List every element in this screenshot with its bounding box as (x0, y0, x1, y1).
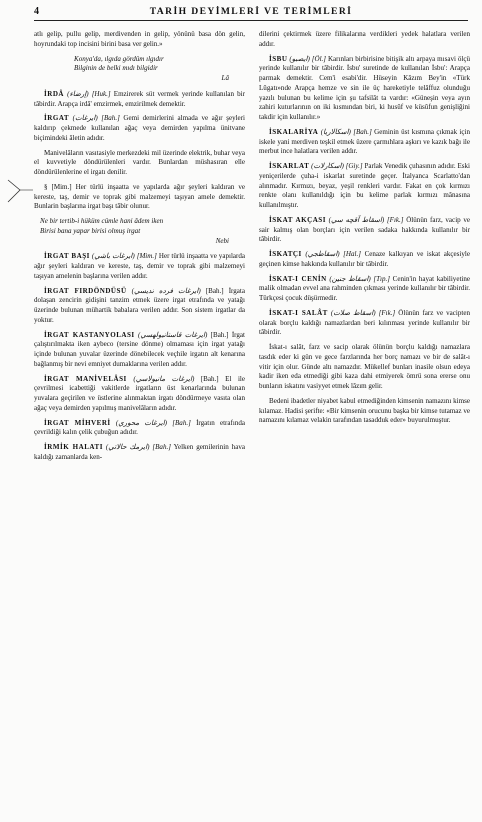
entry-text: [Bah.] İrgat çalıştırılmakta iken aybeco (tersine dönme) olmaması için irgat yatağı içinde bulunan yuvalar üzerinde dönebilecek veçhile irgatın alt kenarına bağlanmış bir nevi emniyet dumaklarına verilen addır. (34, 330, 245, 368)
entry-irgat-kastanyolasi (34, 331, 245, 370)
entry-text: Her türlü inşaatta ve yapılarda ağır şeyleri kaldıran ve kereste, taş, demir ve toprak gibi malzemeyi taşıyan amelenin başlarına verilen addır. (34, 252, 246, 280)
entry-text: Emzirerek süt vermek yerinde kullanılan bir tâbirdir. Arapça irdâ' emzirmek, emzirilmek demektir. (34, 89, 245, 108)
entry-irgat (34, 114, 245, 143)
entry-headword: İRGAT (44, 114, 70, 123)
entry-origin: (ايرغات) [Bah.] (72, 114, 120, 123)
verse-attribution: Lâ (221, 74, 229, 82)
entry-origin: (ايرغات قاستانيولهسي) (138, 330, 208, 339)
running-title: TARİH DEYİMLERİ VE TERİMLERİ (149, 6, 353, 17)
entry-text: Ölünün farz, vacip ve sair kalmış olan borçları için verilen sadaka hakkında kullanılır bir tâbirdir. (259, 215, 470, 244)
entry-irgat-manivelasi (34, 375, 245, 414)
entry-headword: İRGAT KASTANYOLASI (44, 330, 135, 339)
entry-text: İrgatın etrafında çevrildiği kalın çelik çubuğun adıdır. (34, 418, 245, 437)
entry-paragraph: § [Mim.] Her türlü inşaatta ve yapılarda ağır şeyleri kaldıran ve kereste, taş, demir ve toprak gibi malzemeyi taşıyan amele demektir. Bunlarin başlarına irgat başı tâbir olunur. (34, 182, 245, 211)
verse-line: Konya'da, ılgıda gördüm ılgıdır (74, 54, 164, 63)
entry-headword: İSBU (269, 54, 288, 63)
entry-text: Karınları birbirisine bitişik altı arpaya mısavi ölçü yerinde kullanılır bir tâbirdir. İsbu' suretinde de kullanılan İsbu': Arapça parmak demektir. Cem'i esabi'dir. Hüseyin Kâzım Bey'in «Türk Lûgatı»nde Arapça hemze ve sin ile üç hareketiyle telâffuz olunduğu yazılı bulunan bu kelime için şu tafsilât ta vardır: «Güneşin veya ayın zahiri kuturlarının on iki kısmından biri, ki husûf ve küsûfun genişliğini takdir için kullanılır.» (259, 54, 470, 121)
continued-paragraph: dilerini çektirmek üzere filikalarına verdikleri yedek halatlara verilen addır. (259, 30, 470, 48)
entry-origin: (اسكارلات) [Giy.] (311, 162, 363, 170)
entry-headword: İRGAT BAŞI (44, 252, 90, 261)
entry-text: Cenaze kalkıyan ve iskat akçesiyle geçinen kimse hakkında kullanılır bir tâbirdir. (259, 250, 470, 268)
entry-iskat-i-salat (259, 309, 470, 338)
entry-headword: İRDÂ (44, 89, 65, 98)
entry-irgat-basi (34, 252, 245, 281)
entry-paragraph: Bedeni ibadetler niyabet kabul etmediğinden kimsenin namazını kimse kılamaz. Hadisi şerifte: «Bir kimsenin orucunu başka bir kimse tutamaz ve namazını kılamaz velakin tarafından tasadduk eder» buyurulmuştur. (259, 396, 470, 425)
verse-block (34, 217, 245, 246)
entry-origin: (ايرغات فرده نديسي) (131, 286, 201, 295)
left-column (34, 30, 245, 468)
entry-origin: (ايرغات باشي) [Mim.] (91, 252, 157, 261)
page-number: 4 (34, 6, 39, 17)
entry-origin: (اسكالاريا) [Bah.] (320, 127, 372, 136)
verse-attribution: Nebi (215, 236, 229, 245)
entry-paragraph: Manivelâların vasıtasiyle merkezdeki mil üzerinde elektrik, buhar veya el kuvvetiyle döndürülenleri vardır. Bunlardan müshasıran elle döndürülenlerine el irgatı denilir. (34, 148, 245, 176)
entry-irgat-mihveri (34, 419, 245, 439)
intro-paragraph: atlı gelip, pullu gelip, merdivenden in gelip, yönünü basa dön gelin, hoyrundaki top incisini birini basa ver gelin.» (34, 30, 245, 48)
entry-irgat-firdondusu (34, 287, 245, 326)
entry-origin: (ايصبو) [Öl.] (289, 54, 327, 63)
entry-isbu (259, 55, 470, 123)
entry-iskarlat (259, 162, 470, 211)
entry-origin: (اسقاط صلات) [Fık.] (330, 308, 396, 317)
entry-headword: İSKATÇI (269, 250, 302, 258)
verse-line: Ne bir tertib-i hüküm cümle hani âdem iken (40, 217, 164, 225)
entry-origin: (ايرغات محوري) [Bah.] (115, 418, 191, 427)
entry-iskalariya (259, 128, 470, 157)
entry-iskatci (259, 250, 470, 270)
entry-headword: İRGAT FIRDÖNDÜSÜ (44, 286, 127, 295)
entry-headword: İSKAT-I CENİN (269, 274, 327, 283)
entry-text: [Bah.] El ile çevrilmesi icabettiği vakitlerde irgatların üst kenarlarında bulunan yuvalara geçirilen ve üstlerine alınmaktan irgatı döndürmeye vasıta olan ağaç veya demirden yapılmış manivelâların adıdır. (34, 374, 245, 412)
entry-text: Parlak Venedik çuhasının adıdır. Eski yeniçerilerde çuha-i iskarlat suretinde geçer. İtalyanca Scarlatto'dan alınmadır. Kırmızı, beyaz, yeşil renkleri vardır. Fakat en çok kırmızı renkte olanı kullanıldığı için bu kelime parlak kırmızı mânasına kullanılmıştır. (259, 162, 471, 209)
entry-text: Yelken gemilerinin hava kaldığı zamanlarda ken- (34, 443, 245, 461)
right-column (259, 30, 470, 431)
entry-text: Cenin'in hayat kabiliyetine malik olmadan evvel ana rahminden çıkması yerinde kullanılır bir tâbirdir. Türkçesi çocuk düşürmedir. (259, 274, 471, 302)
verse-line: Birisi bana yapar birisi olmuş irgat (40, 226, 141, 235)
header-rule (34, 20, 468, 21)
entry-headword: İSKAT AKÇASI (269, 215, 326, 224)
entry-headword: İRGAT MANİVELÂSI (44, 374, 127, 383)
entry-irmik-halati (34, 443, 245, 463)
entry-origin: (ايرمك حالاتي) [Bah.] (105, 443, 171, 451)
entry-headword: İSKALARİYA (269, 127, 319, 136)
entry-text: Geminin üst kısmına çıkmak için iskele yani merdiven teşkil etmek üzere çarmıhlara aşkırı ve kazık bağı ile merbut ince halatlara verilen addır. (259, 127, 470, 156)
entry-text: Gemi demirlerini almada ve ağır şeyleri kaldırıp çekmede kullanılan ağaç veya demirden yapılma ünitvane biçimindeki âletin adıdır. (34, 114, 245, 142)
entry-text: Ölünün farz ve vacipten olarak borçlu kaldığı namazlardan beri kılınması yerinde kullanılır bir tâbirdir. (259, 308, 470, 337)
margin-bracket-annotation (4, 176, 34, 206)
entry-headword: İSKARLAT (269, 162, 310, 170)
entry-origin: (اسقاط جنين) [Tıp.] (329, 274, 391, 283)
entry-headword: İSKAT-I SALÂT (269, 308, 328, 317)
entry-origin: (إرضاء) [Huk.] (67, 89, 111, 98)
entry-headword: İRGAT MİHVERİ (44, 418, 111, 427)
verse-block (34, 55, 245, 84)
entry-origin: (ايرغات مانيولاسي) (133, 374, 195, 383)
entry-origin: (اسقاط آقچه سي) [Fık.] (328, 215, 404, 224)
entry-text: [Bah.] İrgata dolaşan zencirin gidişini tanzim etmek üzere irgat etrafında ve yatağı üzerinde bulunan mühartik babalara verilen addır. Son sistem irgatlar da yoktur. (34, 286, 246, 324)
verse-line: Bilginin de belki mıdı bilgidir (74, 64, 158, 73)
entry-iskat-i-cenin (259, 275, 470, 304)
entry-headword: İRMİK HALATI (44, 443, 103, 451)
entry-irda (34, 90, 245, 110)
entry-origin: (اسقاطجي) [Hal.] (305, 250, 362, 258)
entry-iskat-akcasi (259, 216, 470, 245)
entry-paragraph: İskat-ı salât, farz ve sacip olarak ölünün borçlu kaldığı namazlara tasdık eder ki gün ve gece farzlarında her borç namazı ve bir de salât-ı vitir için olur. Günde altı namazdır. Mükellef bunları inasile olsun edeya kadir iken eda etmediği gibi kaza dahi etmiyerek ömrü sona ererse onu bunların iskatını vasiyyet etmek lâzım gelir. (259, 343, 470, 390)
running-header (34, 6, 468, 20)
